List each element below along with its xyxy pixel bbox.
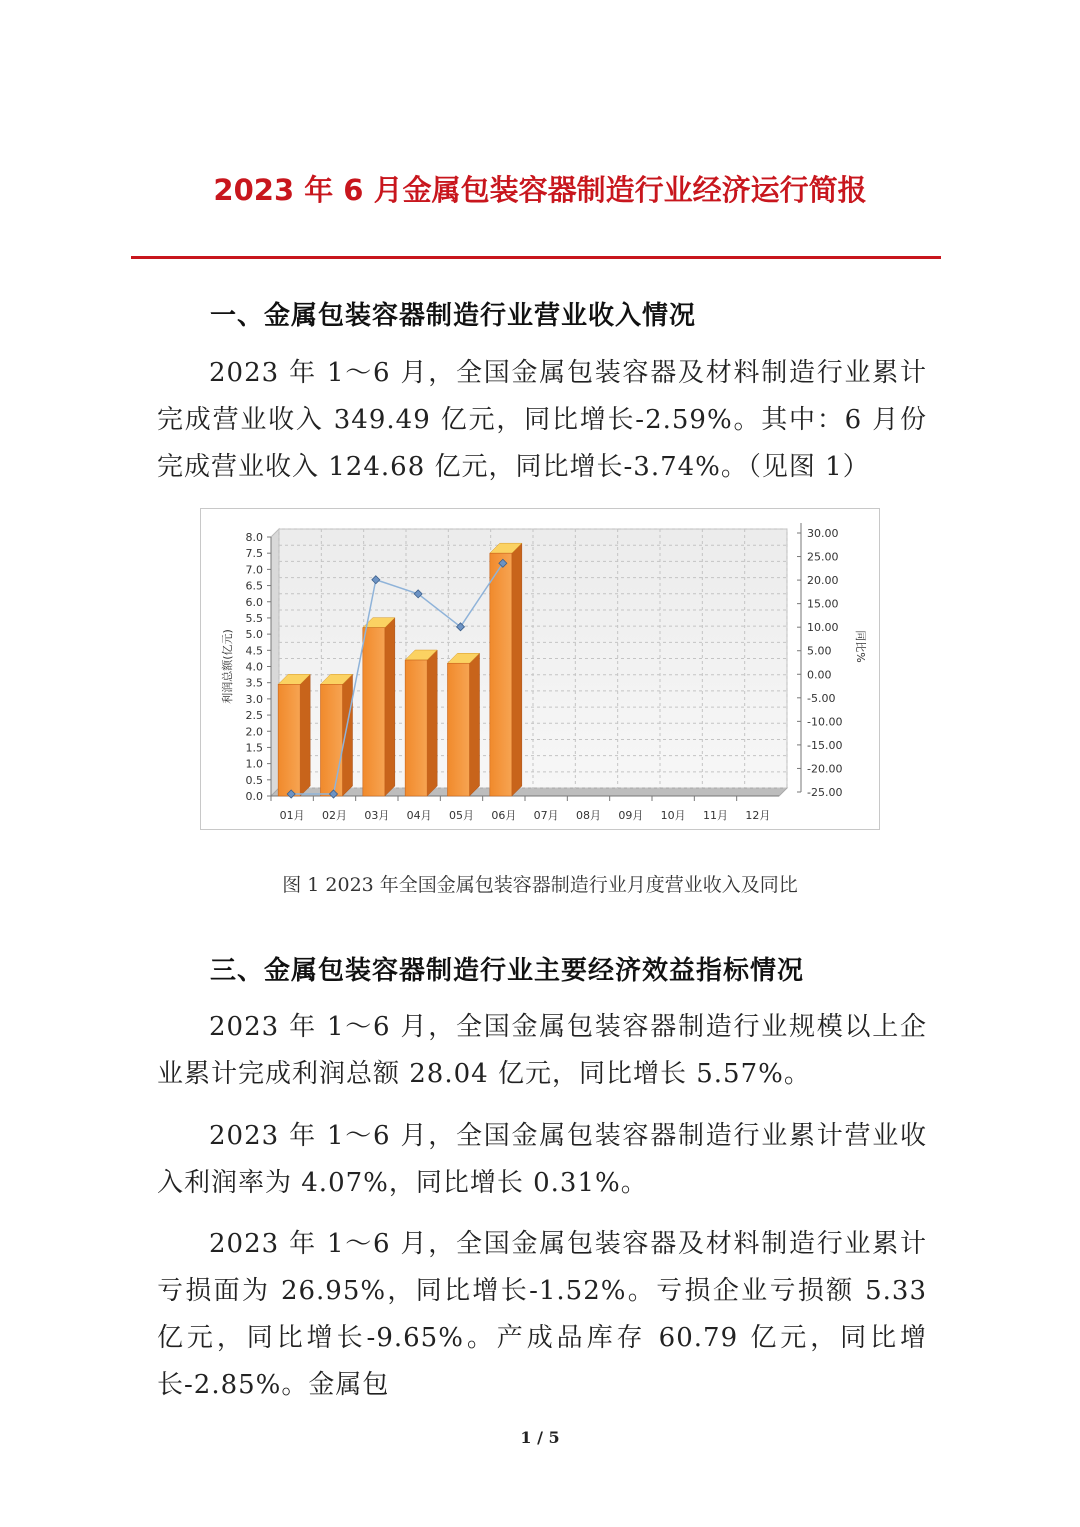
y2-tick-label: 10.00 — [807, 621, 839, 635]
bar — [321, 684, 343, 796]
y-axis-label: 利润总额(亿元) — [221, 629, 234, 704]
section3-paragraph-1: 2023 年 1～6 月，全国金属包装容器制造行业规模以上企业累计完成利润总额 28.04 亿元，同比增长 5.57%。 — [157, 1012, 927, 1089]
y-tick-label: 5.5 — [245, 611, 263, 625]
x-tick-label: 05月 — [449, 809, 474, 822]
x-tick-label: 03月 — [364, 809, 390, 822]
section1-heading: 一、金属包装容器制造行业营业收入情况 — [210, 301, 697, 331]
y2-tick-label: 20.00 — [807, 574, 839, 588]
y-tick-label: 8.0 — [245, 531, 263, 544]
y-tick-label: 2.5 — [245, 709, 263, 723]
y-tick-label: 1.5 — [245, 741, 263, 755]
bar-side — [343, 674, 353, 796]
x-tick-label: 12月 — [745, 809, 771, 822]
bar-side — [470, 653, 480, 796]
y-tick-label: 0.0 — [245, 790, 263, 803]
x-tick-label: 01月 — [279, 809, 305, 822]
y-tick-label: 4.0 — [245, 660, 263, 674]
x-tick-label: 08月 — [576, 809, 601, 822]
x-tick-label: 06月 — [491, 809, 517, 822]
x-tick-label: 02月 — [322, 809, 347, 822]
y-tick-label: 5.0 — [245, 628, 263, 642]
x-tick-label: 04月 — [406, 809, 432, 822]
title-divider — [131, 256, 941, 259]
revenue-chart — [200, 508, 880, 830]
y-tick-label: 3.5 — [245, 676, 263, 690]
bar-side — [300, 674, 310, 796]
y2-tick-label: -25.00 — [807, 786, 843, 799]
bar — [448, 663, 470, 796]
bar — [490, 553, 512, 796]
y2-tick-label: 5.00 — [807, 644, 832, 658]
y2-tick-label: 25.00 — [807, 550, 839, 564]
x-tick-label: 09月 — [618, 809, 644, 822]
bar — [278, 684, 300, 796]
y2-tick-label: -5.00 — [807, 691, 836, 705]
y2-tick-label: 15.00 — [807, 597, 839, 611]
y-tick-label: 1.0 — [245, 757, 263, 771]
bar — [363, 628, 385, 796]
y-tick-label: 3.0 — [245, 692, 263, 706]
y-tick-label: 7.0 — [245, 563, 263, 577]
x-tick-label: 07月 — [533, 809, 559, 822]
y-tick-label: 6.5 — [245, 579, 263, 593]
section3-paragraph-2: 2023 年 1～6 月，全国金属包装容器制造行业累计营业收入利润率为 4.07%，同比增长 0.31%。 — [157, 1121, 927, 1198]
figure-caption: 图 1 2023 年全国金属包装容器制造行业月度营业收入及同比 — [282, 874, 798, 896]
y-tick-label: 7.5 — [245, 547, 263, 561]
x-tick-label: 10月 — [660, 809, 686, 822]
bar-side — [512, 543, 522, 796]
y2-tick-label: -10.00 — [807, 715, 843, 729]
section1-paragraph: 2023 年 1～6 月，全国金属包装容器及材料制造行业累计完成营业收入 349.49 亿元，同比增长-2.59%。其中：6 月份完成营业收入 124.68 亿元，同比增长-3.74%。（见图 1） — [157, 358, 927, 482]
y-tick-label: 0.5 — [245, 773, 263, 787]
bar-side — [385, 618, 395, 796]
chart-side-wall — [271, 529, 279, 796]
y2-axis-label: 同比% — [854, 630, 867, 663]
y-tick-label: 4.5 — [245, 644, 263, 658]
y2-tick-label: 30.00 — [807, 527, 839, 540]
bar — [405, 660, 427, 796]
section3-paragraph-3: 2023 年 1～6 月，全国金属包装容器及材料制造行业累计亏损面为 26.95%，同比增长-1.52%。亏损企业亏损额 5.33 亿元，同比增长-9.65%。产成品库存 60.79 亿元，同比增长-2.85%。金属包 — [157, 1229, 927, 1400]
bar-side — [427, 650, 437, 796]
page-number: 1 / 5 — [520, 1428, 560, 1447]
document-title: 2023 年 6 月金属包装容器制造行业经济运行简报 — [213, 173, 867, 207]
x-tick-label: 11月 — [703, 809, 728, 822]
section3-heading: 三、金属包装容器制造行业主要经济效益指标情况 — [210, 956, 805, 986]
y2-tick-label: 0.00 — [807, 668, 832, 682]
y2-tick-label: -20.00 — [807, 762, 843, 776]
chart-svg — [201, 509, 879, 829]
y-tick-label: 2.0 — [245, 725, 263, 739]
y2-tick-label: -15.00 — [807, 738, 843, 752]
y-tick-label: 6.0 — [245, 595, 263, 609]
